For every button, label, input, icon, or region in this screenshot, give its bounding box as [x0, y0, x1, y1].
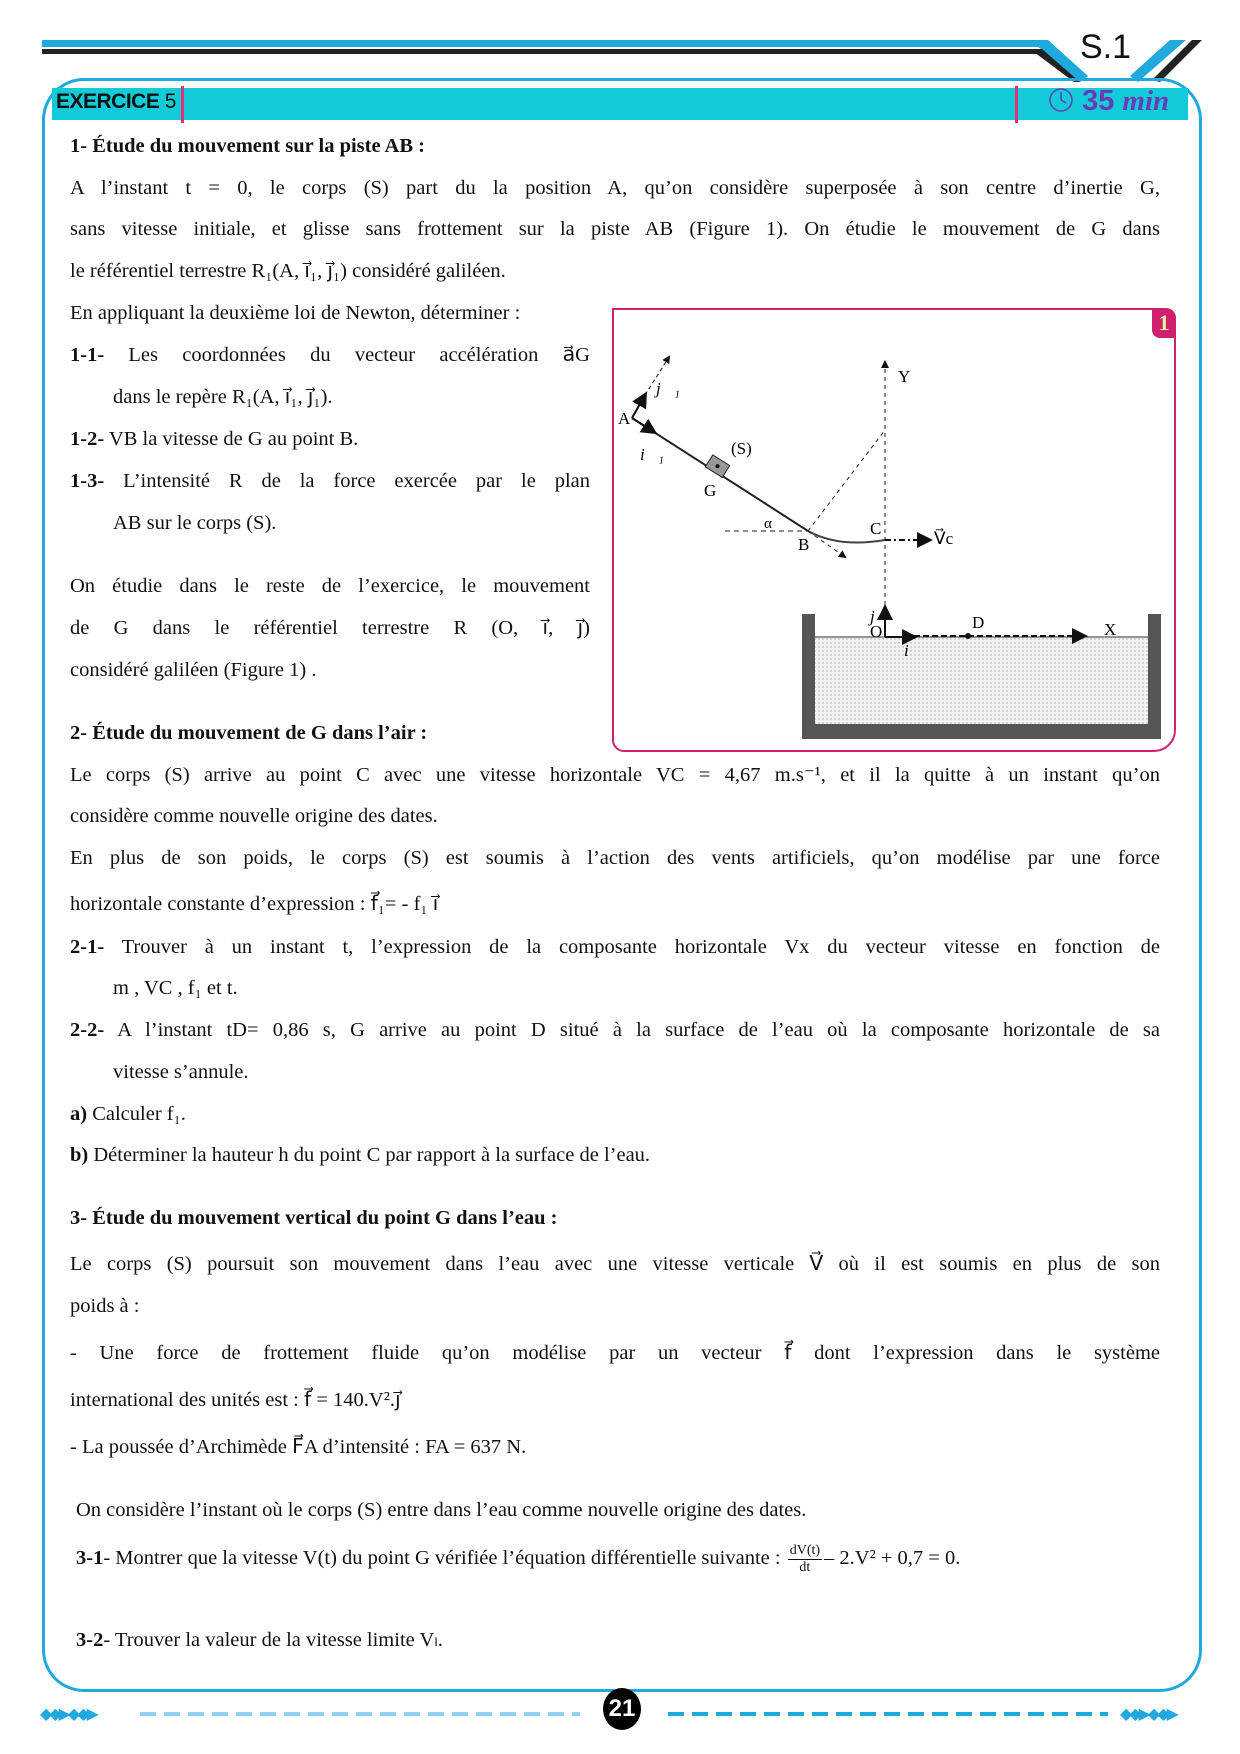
label-s: (S)	[731, 439, 752, 458]
label-y: Y	[898, 367, 911, 386]
label-i1: i⃗₁	[640, 445, 664, 464]
label-b: B	[798, 535, 810, 554]
paragraph-line	[70, 258, 1160, 284]
top-rule-blue	[42, 40, 1047, 47]
paragraph-line	[70, 657, 590, 683]
question-b-text: Déterminer la hauteur h du point C par rapport à la surface de l’eau.	[88, 1144, 651, 1166]
paragraph-line-text: On considère l’instant où le corps (S) entre dans l’eau comme nouvelle origine des dates.	[76, 1499, 807, 1521]
question-1-3-number: 1-3-	[70, 470, 105, 492]
paragraph-line	[70, 573, 590, 599]
paragraph-line-text: Le corps (S) poursuit son mouvement dans l’eau avec une vitesse verticale V⃗ où il est soumis en plus de son	[70, 1253, 1160, 1275]
paragraph-line	[70, 803, 1160, 829]
question-3-1-text: - Montrer que la vitesse V(t) du point G vérifiée l’équation différentielle suivante :	[103, 1547, 786, 1570]
body-s	[705, 455, 729, 477]
vector-i1	[632, 418, 654, 432]
question-b	[70, 1142, 1160, 1168]
paragraph-line	[70, 216, 1160, 242]
footer-ornament-left: ◆◆▶◆◆▶	[40, 1704, 96, 1723]
paragraph-line-text: En plus de son poids, le corps (S) est soumis à l’action des vents artificiels, qu’on modélise par une force	[70, 847, 1160, 869]
label-vc: V⃗c	[934, 529, 954, 548]
question-2-2-number: 2-2-	[70, 1019, 105, 1041]
question-a-number: a)	[70, 1103, 88, 1125]
question-2-1	[70, 934, 1160, 960]
question-3-1-number: 3-1	[76, 1547, 104, 1570]
fraction-denominator: dt	[799, 1560, 811, 1575]
paragraph-line-text: sans vitesse initiale, et glisse sans frottement sur la piste AB (Figure 1). On étudie le mouvement de G dans	[70, 218, 1160, 240]
paragraph-line	[70, 300, 610, 326]
question-3-2-number: 3-2	[76, 1629, 104, 1651]
question-1-2-text: VB la vitesse de G au point B.	[104, 428, 359, 450]
question-2-1-text: Trouver à un instant t, l’expression de la composante horizontale Vx du vecteur vitesse en fonction de	[104, 936, 1160, 958]
point-d	[965, 633, 971, 639]
paragraph-line-text: - La poussée d’Archimède F⃗A d’intensité : FA = 637 N.	[70, 1436, 527, 1458]
question-1-1-cont	[113, 384, 593, 410]
label-j: j⃗	[870, 607, 888, 626]
label-g: G	[704, 481, 717, 500]
question-3-2-text: - Trouver la valeur de la vitesse limite Vₗ.	[103, 1629, 443, 1651]
paragraph-line-text: considéré galiléen (Figure 1) .	[70, 659, 317, 681]
question-2-1-cont-text: m , VC , f₁ et t.	[113, 977, 238, 999]
paragraph-line-text: le référentiel terrestre R₁(A, i⃗₁, j⃗₁) considéré galiléen.	[70, 260, 506, 282]
paragraph-line	[70, 762, 1160, 788]
section-1-title	[70, 133, 1160, 159]
question-1-1	[70, 342, 590, 368]
paragraph-line-text: international des unités est : f⃗ = 140.V².j⃗	[70, 1389, 401, 1411]
question-3-2	[76, 1627, 1166, 1653]
question-1-3-cont	[113, 510, 593, 536]
footer-dashes-right	[668, 1712, 1108, 1716]
question-2-2-cont	[113, 1059, 1113, 1085]
paragraph-line-text: considère comme nouvelle origine des dates.	[70, 805, 438, 827]
header-divider-left	[181, 86, 184, 123]
label-o: O	[870, 622, 883, 641]
question-2-1-cont	[113, 975, 1113, 1001]
header-divider-right	[1015, 86, 1018, 123]
paragraph-line	[70, 845, 1160, 871]
paragraph-line	[76, 1497, 1166, 1523]
figure-number-badge: 1	[1152, 308, 1176, 338]
question-1-3-text: L’intensité R de la force exercée par le plan	[104, 470, 590, 492]
duration-value: 35	[1082, 85, 1115, 117]
question-1-1-number: 1-1-	[70, 344, 105, 366]
paragraph-line-text: En appliquant la deuxième loi de Newton, déterminer :	[70, 302, 521, 324]
question-a	[70, 1101, 1160, 1127]
paragraph-line	[70, 1387, 1160, 1413]
question-1-2	[70, 426, 590, 452]
label-c: C	[870, 519, 882, 538]
clock-icon	[1048, 87, 1074, 113]
vector-j1	[632, 395, 645, 418]
figure-1	[612, 308, 1176, 752]
paragraph-line	[70, 1340, 1160, 1366]
exercise-number: 5	[164, 90, 176, 113]
duration-unit: min	[1122, 85, 1170, 117]
section-1-title-number: 1- Étude du mouvement sur la piste AB :	[70, 135, 425, 157]
figure-diagram	[614, 310, 1174, 750]
question-2-2-text: A l’instant tD= 0,86 s, G arrive au point D situé à la surface de l’eau où la composante horizontale de sa	[104, 1019, 1160, 1041]
paragraph-line-text: - Une force de frottement fluide qu’on modélise par un vecteur f⃗ dont l’expression dans le système	[70, 1342, 1160, 1364]
paragraph-line	[70, 1251, 1160, 1277]
radius-line	[808, 430, 885, 531]
question-1-2-number: 1-2-	[70, 428, 105, 450]
question-1-3	[70, 468, 590, 494]
label-j1: j⃗₁	[656, 379, 680, 398]
question-2-2-cont-text: vitesse s’annule.	[113, 1061, 249, 1083]
section-3-title	[70, 1205, 1160, 1231]
paragraph-line	[70, 891, 1160, 917]
label-x: X	[1104, 620, 1117, 639]
label-a: A	[618, 409, 631, 428]
section-2-title-number: 2- Étude du mouvement de G dans l’air :	[70, 722, 428, 744]
paragraph-line-text: de G dans le référentiel terrestre R (O, i⃗, j⃗)	[70, 617, 590, 639]
label-alpha: α	[764, 516, 772, 532]
sheet-code: S.1	[1080, 28, 1132, 66]
question-1-3-cont-text: AB sur le corps (S).	[113, 512, 277, 534]
question-1-1-text: Les coordonnées du vecteur accélération a⃗G	[104, 344, 590, 366]
differential-fraction	[788, 1543, 822, 1576]
page-number: 21	[603, 1688, 641, 1730]
question-a-text: Calculer f₁.	[87, 1103, 186, 1125]
question-3-1	[76, 1543, 960, 1576]
paragraph-line-text: A l’instant t = 0, le corps (S) part du la position A, qu’on considère superposée à son centre d’inertie G,	[70, 177, 1160, 199]
question-1-1-cont-text: dans le repère R₁(A, i⃗₁, j⃗₁).	[113, 386, 333, 408]
footer-ornament-right: ◆◆▶◆◆▶	[1120, 1704, 1176, 1723]
paragraph-line-text: horizontale constante d’expression : f⃗₁= - f₁ i⃗	[70, 893, 439, 915]
paragraph-line-text: Le corps (S) arrive au point C avec une vitesse horizontale VC = 4,67 m.s⁻¹, et il la quitte à un instant qu’on	[70, 764, 1160, 786]
question-2-2	[70, 1017, 1160, 1043]
exercise-label: EXERCICE	[56, 90, 160, 113]
exercise-title	[56, 90, 176, 114]
paragraph-line	[70, 175, 1160, 201]
tangent-b	[808, 531, 845, 557]
top-rule-black	[42, 49, 1052, 54]
label-i: i⃗	[904, 641, 922, 660]
paragraph-line	[70, 1293, 1160, 1319]
paragraph-line	[70, 615, 590, 641]
duration	[1048, 85, 1169, 118]
label-d: D	[972, 613, 985, 632]
section-3-title-number: 3- Étude du mouvement vertical du point G dans l’eau :	[70, 1207, 558, 1229]
equation-rest: – 2.V² + 0,7 = 0.	[824, 1547, 961, 1570]
question-2-1-number: 2-1-	[70, 936, 105, 958]
paragraph-line-text: poids à :	[70, 1295, 140, 1317]
fraction-numerator: dV(t)	[789, 1543, 821, 1558]
footer-dashes-left	[140, 1712, 580, 1716]
question-b-number: b)	[70, 1144, 89, 1166]
paragraph-line	[70, 1434, 1160, 1460]
paragraph-line-text: On étudie dans le reste de l’exercice, le mouvement	[70, 575, 590, 597]
